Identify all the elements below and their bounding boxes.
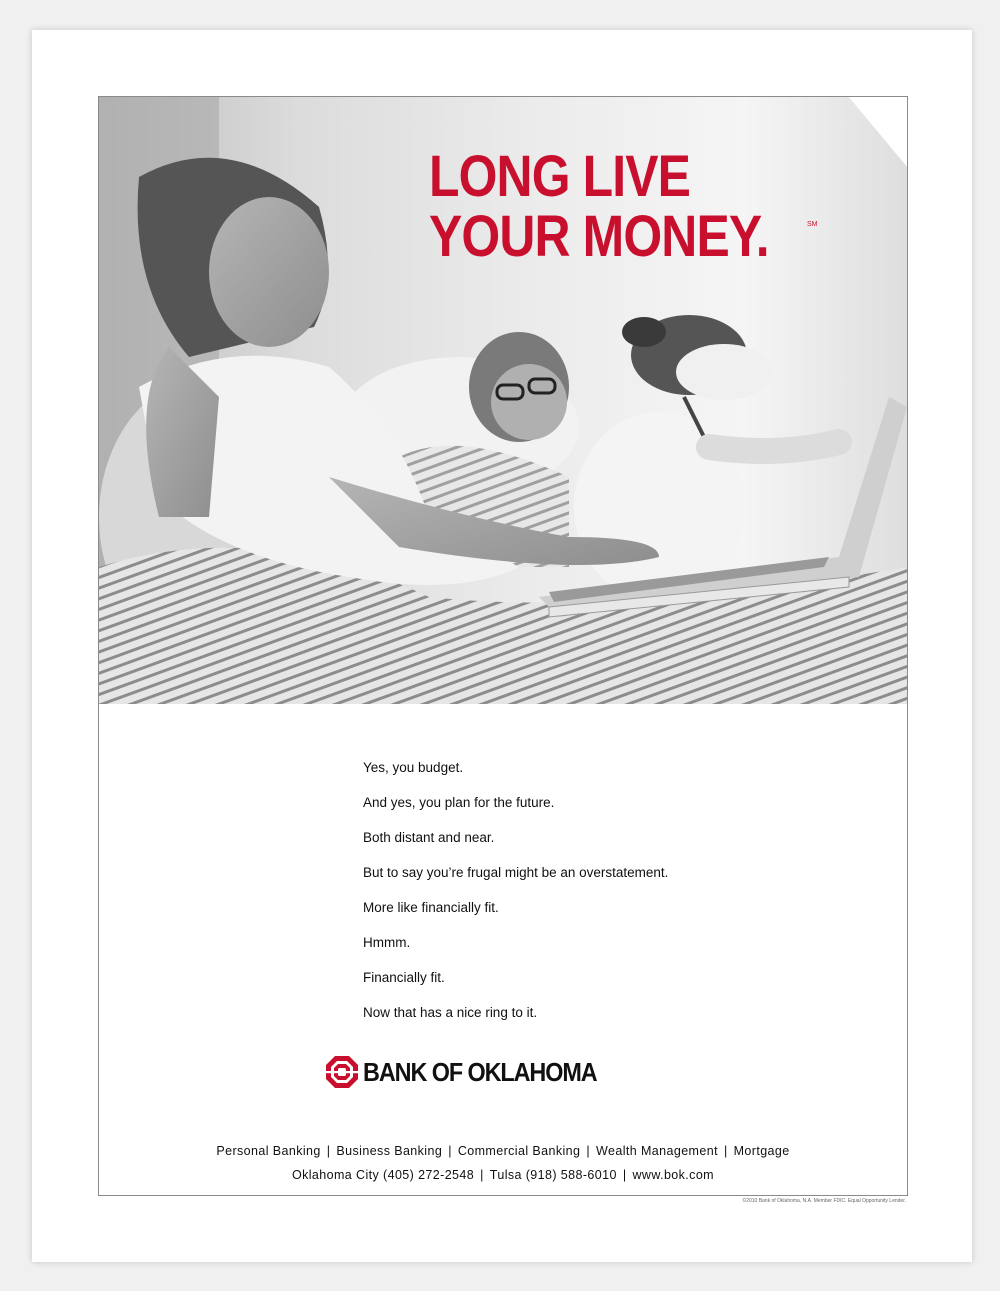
service-personal-banking: Personal Banking (216, 1144, 321, 1158)
bok-octagon-logo-icon (325, 1055, 359, 1089)
website-link[interactable]: www.bok.com (632, 1168, 714, 1182)
separator: | (448, 1144, 452, 1158)
copy-line: Now that has a nice ring to it. (363, 1005, 538, 1020)
copy-line: Hmmm. (363, 935, 411, 950)
copy-line: Financially fit. (363, 970, 445, 985)
service-commercial-banking: Commercial Banking (457, 1144, 581, 1158)
legal-disclaimer: ©2010 Bank of Oklahoma, N.A. Member FDIC. Equal Opportunity Lender. (742, 1198, 906, 1204)
service-mortgage: Mortgage (733, 1144, 790, 1158)
advertisement (98, 96, 908, 1196)
body-copy (363, 759, 783, 1039)
headline-line-1: LONG LIVE (429, 144, 691, 209)
separator: | (586, 1144, 591, 1158)
copy-line: And yes, you plan for the future. (363, 795, 555, 810)
bank-logo (325, 1055, 623, 1089)
separator: | (480, 1168, 484, 1182)
headline-line-2: YOUR MONEY. (429, 204, 769, 269)
services-line (99, 1144, 907, 1158)
separator: | (622, 1168, 627, 1182)
contacts-line (99, 1168, 907, 1182)
separator: | (723, 1144, 728, 1158)
service-mark: SM (807, 221, 818, 228)
service-wealth-management: Wealth Management (596, 1144, 718, 1158)
contact-tulsa: Tulsa (918) 588-6010 (489, 1168, 617, 1182)
separator: | (326, 1144, 331, 1158)
corner-fold (848, 97, 907, 168)
headline (429, 144, 769, 269)
bank-name: BANK OF OKLAHOMA (363, 1056, 597, 1087)
lifestyle-photo (99, 97, 907, 704)
contact-oklahoma-city: Oklahoma City (405) 272-2548 (291, 1168, 475, 1182)
service-business-banking: Business Banking (336, 1144, 443, 1158)
copy-line: Yes, you budget. (363, 760, 464, 775)
copy-line: More like financially fit. (363, 900, 499, 915)
copy-line: Both distant and near. (363, 830, 495, 845)
copy-line: But to say you’re frugal might be an overstatement. (363, 865, 669, 880)
